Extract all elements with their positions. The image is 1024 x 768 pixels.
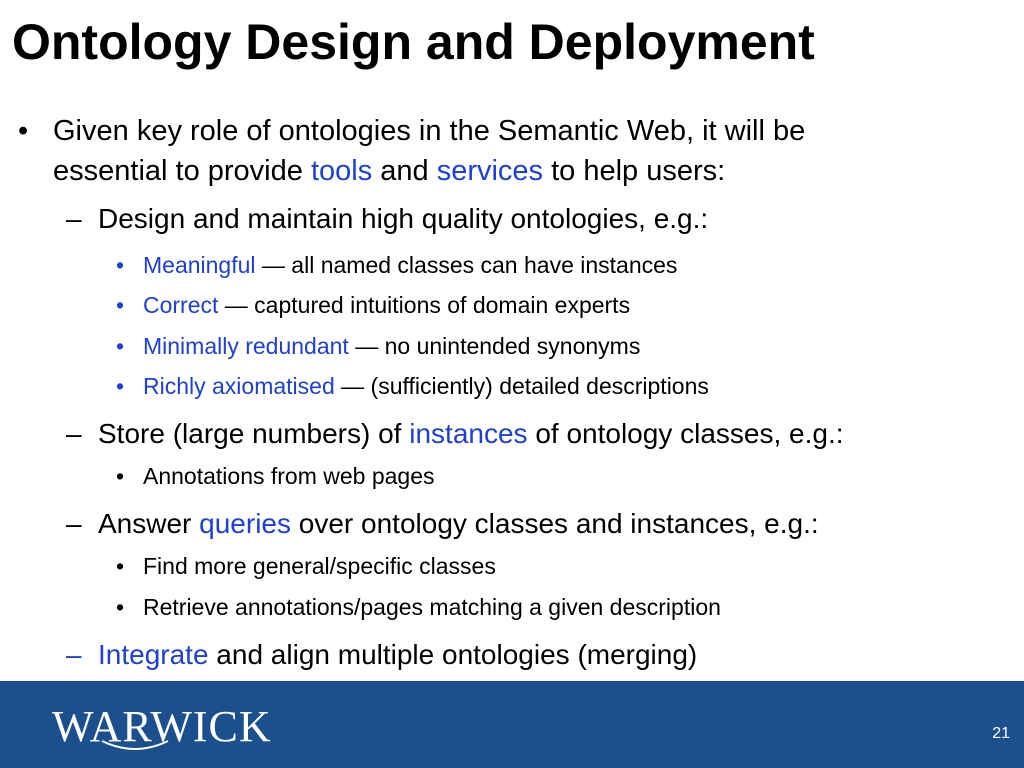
footer-bar xyxy=(0,681,1024,768)
item-term: Meaningful xyxy=(143,252,256,278)
list-item xyxy=(143,332,640,360)
list-item xyxy=(143,372,709,400)
highlight-instances: instances xyxy=(409,418,528,449)
page-number: 21 xyxy=(992,725,1010,742)
dash-marker: – xyxy=(66,639,82,670)
list-item: Find more general/specific classes xyxy=(143,553,496,579)
highlight-queries: queries xyxy=(199,508,291,539)
item-description: — (sufficiently) detailed descriptions xyxy=(334,373,709,399)
text-fragment: and align multiple ontologies (merging) xyxy=(208,639,698,670)
bullet-marker: • xyxy=(116,252,125,278)
logo-arc-icon xyxy=(100,739,170,753)
text-fragment: essential to provide xyxy=(53,155,311,187)
item-description: — all named classes can have instances xyxy=(255,252,678,278)
bullet-marker: • xyxy=(116,373,125,399)
bullet-text-line xyxy=(53,154,725,188)
bullet-marker: • xyxy=(116,333,125,359)
list-item: Annotations from web pages xyxy=(143,463,435,489)
text-fragment: over ontology classes and instances, e.g.: xyxy=(291,508,819,539)
text-fragment: of ontology classes, e.g.: xyxy=(527,418,844,449)
slide-title: Ontology Design and Deployment xyxy=(12,14,815,70)
text-fragment: and xyxy=(372,155,437,187)
item-term: Correct xyxy=(143,292,219,318)
dash-marker: – xyxy=(66,418,82,449)
text-fragment: Answer xyxy=(98,508,200,539)
item-description: — captured intuitions of domain experts xyxy=(218,292,631,318)
bullet-marker: • xyxy=(116,463,125,489)
subbullet-design: Design and maintain high quality ontologies, e.g.: xyxy=(98,203,709,234)
bullet-marker: • xyxy=(116,594,125,620)
bullet-text-line: Given key role of ontologies in the Semantic Web, it will be xyxy=(53,115,806,147)
list-item xyxy=(143,251,677,279)
subbullet-store xyxy=(98,417,844,451)
list-item: Retrieve annotations/pages matching a given description xyxy=(143,594,721,620)
dash-marker: – xyxy=(66,508,82,539)
item-term: Richly axiomatised xyxy=(143,373,335,399)
subbullet-integrate xyxy=(98,638,697,672)
bullet-marker: • xyxy=(18,115,29,147)
bullet-marker: • xyxy=(116,553,125,579)
highlight-services: services xyxy=(436,155,544,187)
bullet-marker: • xyxy=(116,292,125,318)
text-fragment: to help users: xyxy=(543,155,726,187)
dash-marker: – xyxy=(66,203,82,234)
text-fragment: Store (large numbers) of xyxy=(98,418,410,449)
item-description: — no unintended synonyms xyxy=(348,333,641,359)
warwick-logo: WARWICK xyxy=(52,702,272,751)
highlight-integrate: Integrate xyxy=(98,639,209,670)
item-term: Minimally redundant xyxy=(143,333,349,359)
highlight-tools: tools xyxy=(310,155,373,187)
list-item xyxy=(143,291,630,319)
subbullet-answer xyxy=(98,507,819,541)
